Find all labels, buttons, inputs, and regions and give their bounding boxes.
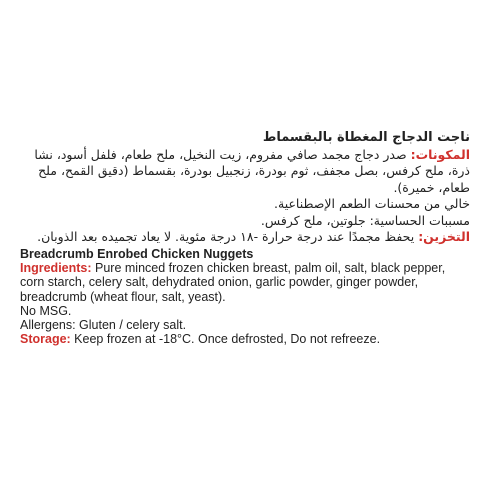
arabic-ingredients (12, 147, 470, 197)
english-storage-label: Storage: (20, 332, 71, 347)
arabic-storage (12, 229, 470, 246)
english-allergens: Allergens: Gluten / celery salt. (20, 318, 187, 333)
english-ingredients (20, 261, 470, 304)
english-no-msg: No MSG. (20, 303, 72, 318)
english-storage (20, 332, 470, 346)
arabic-allergens: مسببات الحساسية: جلوتين، ملح كرفس. (260, 212, 470, 228)
english-ingredients-label: Ingredients: (20, 261, 92, 276)
arabic-storage-label: التخزين: (418, 229, 470, 244)
arabic-no-msg: خالي من محسنات الطعم الإصطناعية. (274, 196, 470, 211)
arabic-storage-text: يحفظ مجمدًا عند درجة حرارة -١٨ درجة مئوية. لا يعاد تجميده بعد الذوبان. (37, 229, 419, 244)
arabic-ingredients-label: المكونات: (410, 146, 470, 162)
arabic-title: ناجت الدجاج المغطاة بالبقسماط (262, 130, 470, 145)
arabic-ingredients-text: صدر دجاج مجمد صافي مفروم، زيت النخيل، ملح طعام، فلفل أسود، نشا ذرة، ملح كرفس، بصل مجفف، ثوم بودرة، زنجبيل بودرة، بقسماط (دقيق القمح، ملح طعام، خميرة). (34, 146, 470, 195)
english-storage-text: Keep frozen at -18°C. Once defrosted, Do not refreeze. (70, 332, 381, 347)
english-ingredients-text: Pure minced frozen chicken breast, palm oil, salt, black pepper, corn starch, celery salt, dehydrated onion, garlic powder, ginger powder, breadcrumb (wheat flour, salt, yeast). (20, 261, 446, 304)
arabic-section (12, 130, 470, 246)
english-section (20, 247, 470, 346)
english-title: Breadcrumb Enrobed Chicken Nuggets (20, 247, 254, 261)
